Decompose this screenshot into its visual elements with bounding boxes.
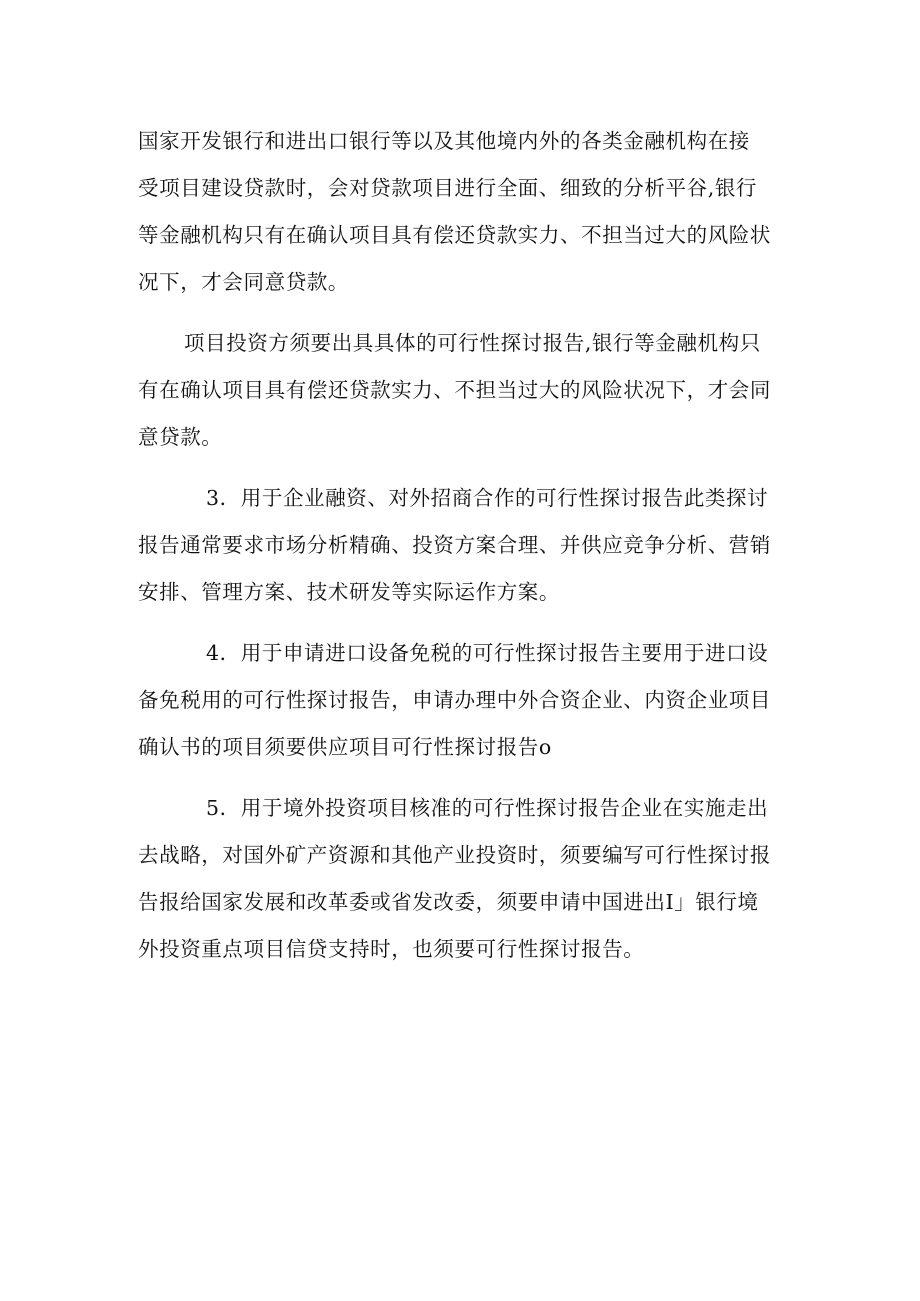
text-line: 意贷款。: [138, 425, 223, 449]
paragraph-bank-loan-review: [138, 118, 788, 306]
text-line: 报告通常要求市场分析精确、投资方案合理、并供应竞争分析、营销: [138, 533, 771, 557]
text-line: 受项目建设贷款时，会对贷款项目进行全面、细致的分析平谷,银行: [138, 176, 758, 200]
paragraph-item-4-import-tax: [138, 630, 788, 771]
text-line: 4．用于申请进口设备免税的可行性探讨报告主要用于进口设: [206, 641, 769, 665]
paragraph-item-5-overseas-investment: [138, 785, 788, 973]
text-line: 国家开发银行和进出口银行等以及其他境内外的各类金融机构在接: [138, 129, 750, 153]
text-line: 外投资重点项目信贷支持时，也须要可行性探讨报告。: [138, 937, 645, 961]
text-line: 况下，才会同意贷款。: [138, 270, 349, 294]
document-body: [138, 118, 788, 987]
text-line: 3．用于企业融资、对外招商合作的可行性探讨报告此类探讨: [206, 486, 769, 510]
text-line: 去战略，对国外矿产资源和其他产业投资时，须要编写可行性探讨报: [138, 843, 771, 867]
text-line: 有在确认项目具有偿还贷款实力、不担当过大的风险状况下，才会同: [138, 378, 771, 402]
paragraph-item-3-financing: [138, 475, 788, 616]
text-line: 告报给国家发展和改革委或省发改委，须要申请中国进出I」银行境: [138, 890, 759, 914]
text-line: 5．用于境外投资项目核准的可行性探讨报告企业在实施走出: [206, 796, 769, 820]
paragraph-investor-report: [138, 320, 788, 461]
text-line: 项目投资方须要出具具体的可行性探讨报告,银行等金融机构只: [184, 331, 761, 355]
text-line: 备免税用的可行性探讨报告，申请办理中外合资企业、内资企业项目: [138, 688, 771, 712]
text-line: 确认书的项目须要供应项目可行性探讨报告o: [138, 735, 552, 759]
text-line: 等金融机构只有在确认项目具有偿还贷款实力、不担当过大的风险状: [138, 223, 771, 247]
text-line: 安排、管理方案、技术研发等实际运作方案。: [138, 580, 560, 604]
